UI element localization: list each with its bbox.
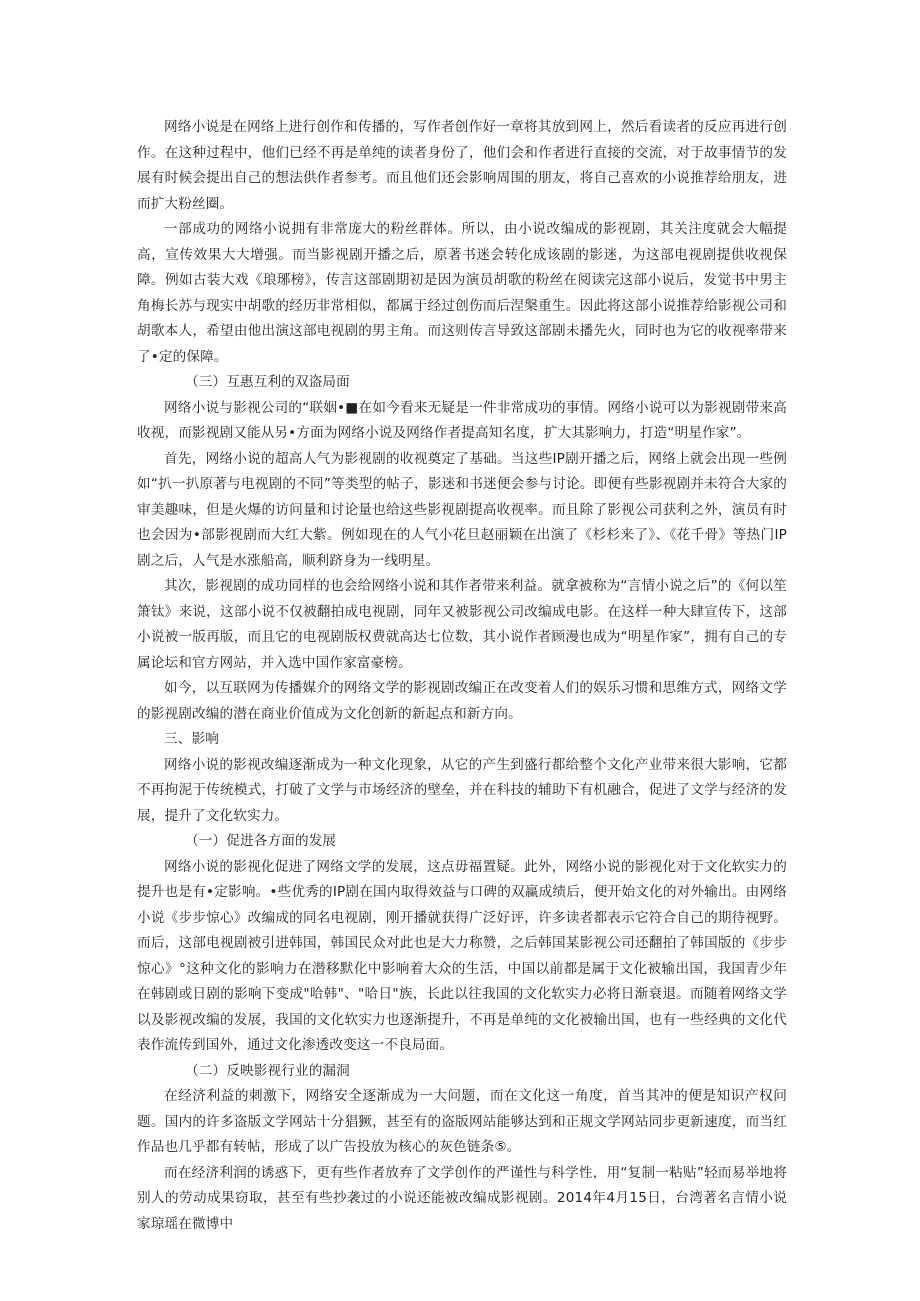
paragraph-3: 网络小说与影视公司的“联姻•■在如今看来无疑是一件非常成功的事情。网络小说可以为影视剧带来高收视，而影视剧又能从另•方面为网络小说及网络作者提高知名度，扩大其影响力，打造“明星作家”。 <box>137 399 787 441</box>
paragraph-8: 网络小说的影视化促进了网络文学的发展，这点毋福置疑。此外，网络小说的影视化对于文化软实力的提升也是有•定影响。•些优秀的IP剧在国内取得效益与口碑的双赢成绩后，便开始文化的对外输出。由网络小说《步步惊心》改编成的同名电视剧，刚开播就获得广泛好评，许多读者都表示它符合自己的期待视野。而后，这部电视剧被引进韩国，韩国民众对此也是大力称赞，之后韩国某影视公司还翻拍了韩国版的《步步惊心》°这种文化的影响力在潜移默化中影响着大众的生活，中国以前都是属于文化被输出国，我国青少年在韩剧或日剧的影响下变成"哈韩"、"哈日"族，长此以往我国的文化软实力必将日渐衰退。而随着网络文学以及影视改编的发展，我国的文化软实力也逐渐提升，不再是单纯的文化被输出国，也有一些经典的文化代表作流传到国外，通过文化渗透改变这一不良局面。 <box>137 858 787 1053</box>
section-heading-influence: 三、影响 <box>164 731 219 747</box>
subheading-industry-loopholes: （二）反映影视行业的漏洞 <box>185 1062 350 1079</box>
paragraph-9: 在经济利益的刺激下，网络安全逐渐成为一大问题，而在文化这一角度，首当其冲的便是知识产权问题。国内的许多盗版文学网站十分猖獗，甚至有的盗版网站能够达到和正规文学网站同步更新速度，而当红作品也几乎都有转帖，形成了以广告投放为核心的灰色链条⑤。 <box>137 1088 787 1155</box>
paragraph-4: 首先，网络小说的超高人气为影视剧的收视奠定了基础。当这些IP剧开播之后，网络上就会出现一些例如“扒一扒原著与电视剧的不同”等类型的帖子，影迷和书迷便会参与讨论。即便有些影视剧并未符合大家的审美趣味，但是火爆的访问量和讨论量也给这些影视剧提高收视率。而且除了影视公司获利之外，演员有时也会因为•部影视剧而大红大紫。例如现在的人气小花旦赵丽颖在出演了《杉杉来了》、《花千骨》等热门IP剧之后，人气是水涨船高，顺利跻身为一线明星。 <box>137 450 787 569</box>
subheading-promote-development: （一）促进各方面的发展 <box>185 833 337 849</box>
paragraph-1: 网络小说是在网络上进行创作和传播的，写作者创作好一章将其放到网上，然后看读者的反应再进行创作。在这种过程中，他们已经不再是单纯的读者身份了，他们会和作者进行直接的交流，对于故事情节的发展有时候会提出自己的想法供作者参考。而且他们还会影响周围的朋友，将自己喜欢的小说推荐给朋友，进而扩大粉丝圈。 <box>137 119 787 212</box>
paragraph-5: 其次，影视剧的成功同样的也会给网络小说和其作者带来利益。就拿被称为“言情小说之后”的《何以笙箫钛》来说，这部小说不仅被翻拍成电视剧，同年又被影视公司改编成电影。在这样一种大肆宣传下，这部小说被一版再版，而且它的电视剧版权费就高达七位数，其小说作者顾漫也成为“明星作家”，拥有自己的专属论坛和官方网站，并入选中国作家富豪榜。 <box>137 578 787 671</box>
paragraph-6: 如今，以互联网为传播媒介的网络文学的影视剧改编正在改变着人们的娱乐习惯和思维方式，网络文学的影视剧改编的潜在商业价值成为文化创新的新起点和新方向。 <box>137 680 787 722</box>
paragraph-2: 一部成功的网络小说拥有非常庞大的粉丝群体。所以，由小说改编成的影视剧，其关注度就会大幅提高，宣传效果大大增强。而当影视剧开播之后，原著书迷会转化成该剧的影迷，为这部电视剧提供收视保障。例如古装大戏《琅琊榜》，传言这部剧期初是因为演员胡歌的粉丝在阅读完这部小说后，发觉书中男主角梅长苏与现实中胡歌的经历非常相似，都属于经过创伤而后涅槃重生。因此将这部小说推荐给影视公司和胡歌本人，希望由他出演这部电视剧的男主角。而这则传言导致这部剧未播先火，同时也为它的收视率带来了•定的保障。 <box>137 221 787 365</box>
paragraph-7: 网络小说的影视改编逐渐成为一种文化现象，从它的产生到盛行都给整个文化产业带来很大影响，它都不再拘泥于传统模式，打破了文学与市场经济的壁垒，并在科技的辅助下有机融合，促进了文学与经济的发展，提升了文化软实力。 <box>137 756 787 824</box>
subheading-mutual-benefit: （三）互惠互利的双盗局面 <box>185 374 350 390</box>
document-body <box>137 115 787 1237</box>
paragraph-10: 而在经济利润的诱惑下，更有些作者放弃了文学创作的严谨性与科学性，用“复制一粘贴”轻而易举地将别人的劳动成果窃取，甚至有些抄袭过的小说还能被改编成影视剧。2014年4月15日，台湾著名言情小说家琼瑶在微博中 <box>137 1164 787 1232</box>
